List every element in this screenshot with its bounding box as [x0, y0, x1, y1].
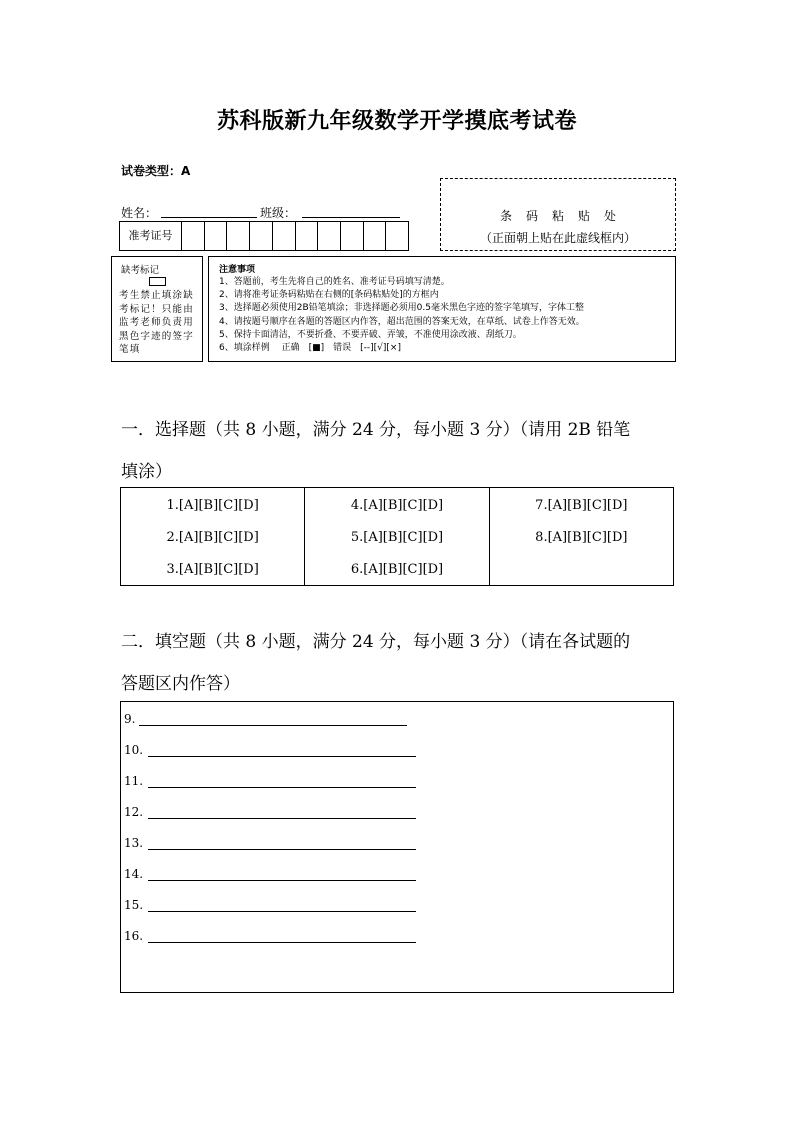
- notes-title: 注意事项: [219, 265, 256, 275]
- exam-id-cell[interactable]: [341, 222, 364, 250]
- section2-heading-cont: 答题区内作答）: [121, 674, 240, 694]
- fill-in-area: [120, 701, 674, 993]
- notes-item: 5、保持卡面清洁，不要折叠、不要弄破、弄皱，不准使用涂改液、刮纸刀。: [219, 329, 522, 340]
- mc-question[interactable]: 5.[A][B][C][D]: [350, 530, 444, 545]
- name-label: 姓名：: [121, 206, 158, 220]
- fill-answer-line[interactable]: [139, 725, 407, 726]
- exam-id-cell[interactable]: [273, 222, 296, 250]
- mc-column: [490, 488, 673, 585]
- fill-answer-line[interactable]: [148, 942, 416, 943]
- mc-question[interactable]: 4.[A][B][C][D]: [350, 498, 444, 513]
- exam-id-label: 准考证号: [120, 222, 182, 250]
- section2-heading: 二．填空题（共 8 小题，满分 24 分，每小题 3 分）（请在各试题的: [121, 632, 631, 652]
- fill-answer-line[interactable]: [148, 756, 416, 757]
- class-label: 班级：: [260, 206, 297, 220]
- mc-question[interactable]: 8.[A][B][C][D]: [535, 530, 628, 545]
- fill-answer-line[interactable]: [148, 787, 416, 788]
- barcode-area: [440, 178, 676, 251]
- exam-id-cell[interactable]: [364, 222, 387, 250]
- exam-id-cell[interactable]: [296, 222, 319, 250]
- exam-id-cell[interactable]: [205, 222, 228, 250]
- mc-question[interactable]: 2.[A][B][C][D]: [166, 530, 259, 545]
- mc-column: [121, 488, 305, 585]
- page-title: 苏科版新九年级数学开学摸底考试卷: [216, 108, 577, 134]
- fill-answer-line[interactable]: [148, 818, 416, 819]
- exam-id-cell[interactable]: [227, 222, 250, 250]
- exam-id-cell[interactable]: [318, 222, 341, 250]
- mc-question[interactable]: 7.[A][B][C][D]: [535, 498, 628, 513]
- fill-number: 16.: [124, 929, 144, 943]
- notes-box: [208, 256, 676, 362]
- exam-id-cell[interactable]: [250, 222, 273, 250]
- mc-column: [305, 488, 489, 585]
- section1-heading-cont: 填涂）: [121, 462, 172, 482]
- fill-number: 9.: [124, 712, 136, 726]
- notes-item: 2、请将准考证条码粘贴在右侧的[条码粘贴处]的方框内: [219, 290, 439, 301]
- exam-id-cell[interactable]: [386, 222, 408, 250]
- notes-item: 4、请按题号顺序在各题的答题区内作答，超出范围的答案无效，在草纸、试卷上作答无效。: [219, 316, 585, 327]
- absent-mark-title: 缺考标记: [121, 265, 160, 276]
- mc-question[interactable]: 1.[A][B][C][D]: [166, 498, 259, 513]
- barcode-hint: （正面朝上贴在此虚线框内）: [479, 231, 636, 245]
- fill-answer-line[interactable]: [148, 849, 416, 850]
- fill-number: 15.: [124, 898, 144, 912]
- fill-number: 11.: [124, 774, 144, 788]
- notes-list: [219, 276, 585, 355]
- fill-number: 12.: [124, 805, 144, 819]
- paper-type: 试卷类型：A: [121, 164, 191, 178]
- name-field[interactable]: [161, 204, 257, 218]
- section1-heading: 一．选择题（共 8 小题，满分 24 分，每小题 3 分）（请用 2B 铅笔: [121, 420, 631, 440]
- notes-item: 1、答题前，考生先将自己的姓名、准考证号码填写清楚。: [219, 277, 450, 287]
- notes-item: 3、选择题必须使用2B铅笔填涂；非选择题必须用0.5毫米黑色字迹的签字笔填写，字体工整: [219, 303, 584, 314]
- absent-mark-text: 考生禁止填涂缺考标记！只能由监考老师负责用黑色字迹的签字笔填: [119, 290, 194, 355]
- absent-mark-checkbox[interactable]: [149, 277, 166, 286]
- exam-id-cell[interactable]: [182, 222, 205, 250]
- class-field[interactable]: [302, 204, 400, 218]
- barcode-label: 条码粘贴处: [499, 209, 630, 223]
- absent-mark-box: [111, 256, 203, 362]
- multiple-choice-grid: [120, 487, 674, 586]
- mc-question[interactable]: 6.[A][B][C][D]: [350, 562, 444, 577]
- fill-number: 10.: [124, 743, 144, 757]
- fill-number: 14.: [124, 867, 144, 881]
- exam-id-box: [119, 221, 409, 251]
- notes-item: 6、填涂样例 正确 [■] 错误 [--][√][×]: [219, 343, 401, 354]
- fill-answer-line[interactable]: [148, 911, 416, 912]
- mc-question[interactable]: 3.[A][B][C][D]: [166, 562, 259, 577]
- fill-number: 13.: [124, 836, 144, 850]
- fill-answer-line[interactable]: [148, 880, 416, 881]
